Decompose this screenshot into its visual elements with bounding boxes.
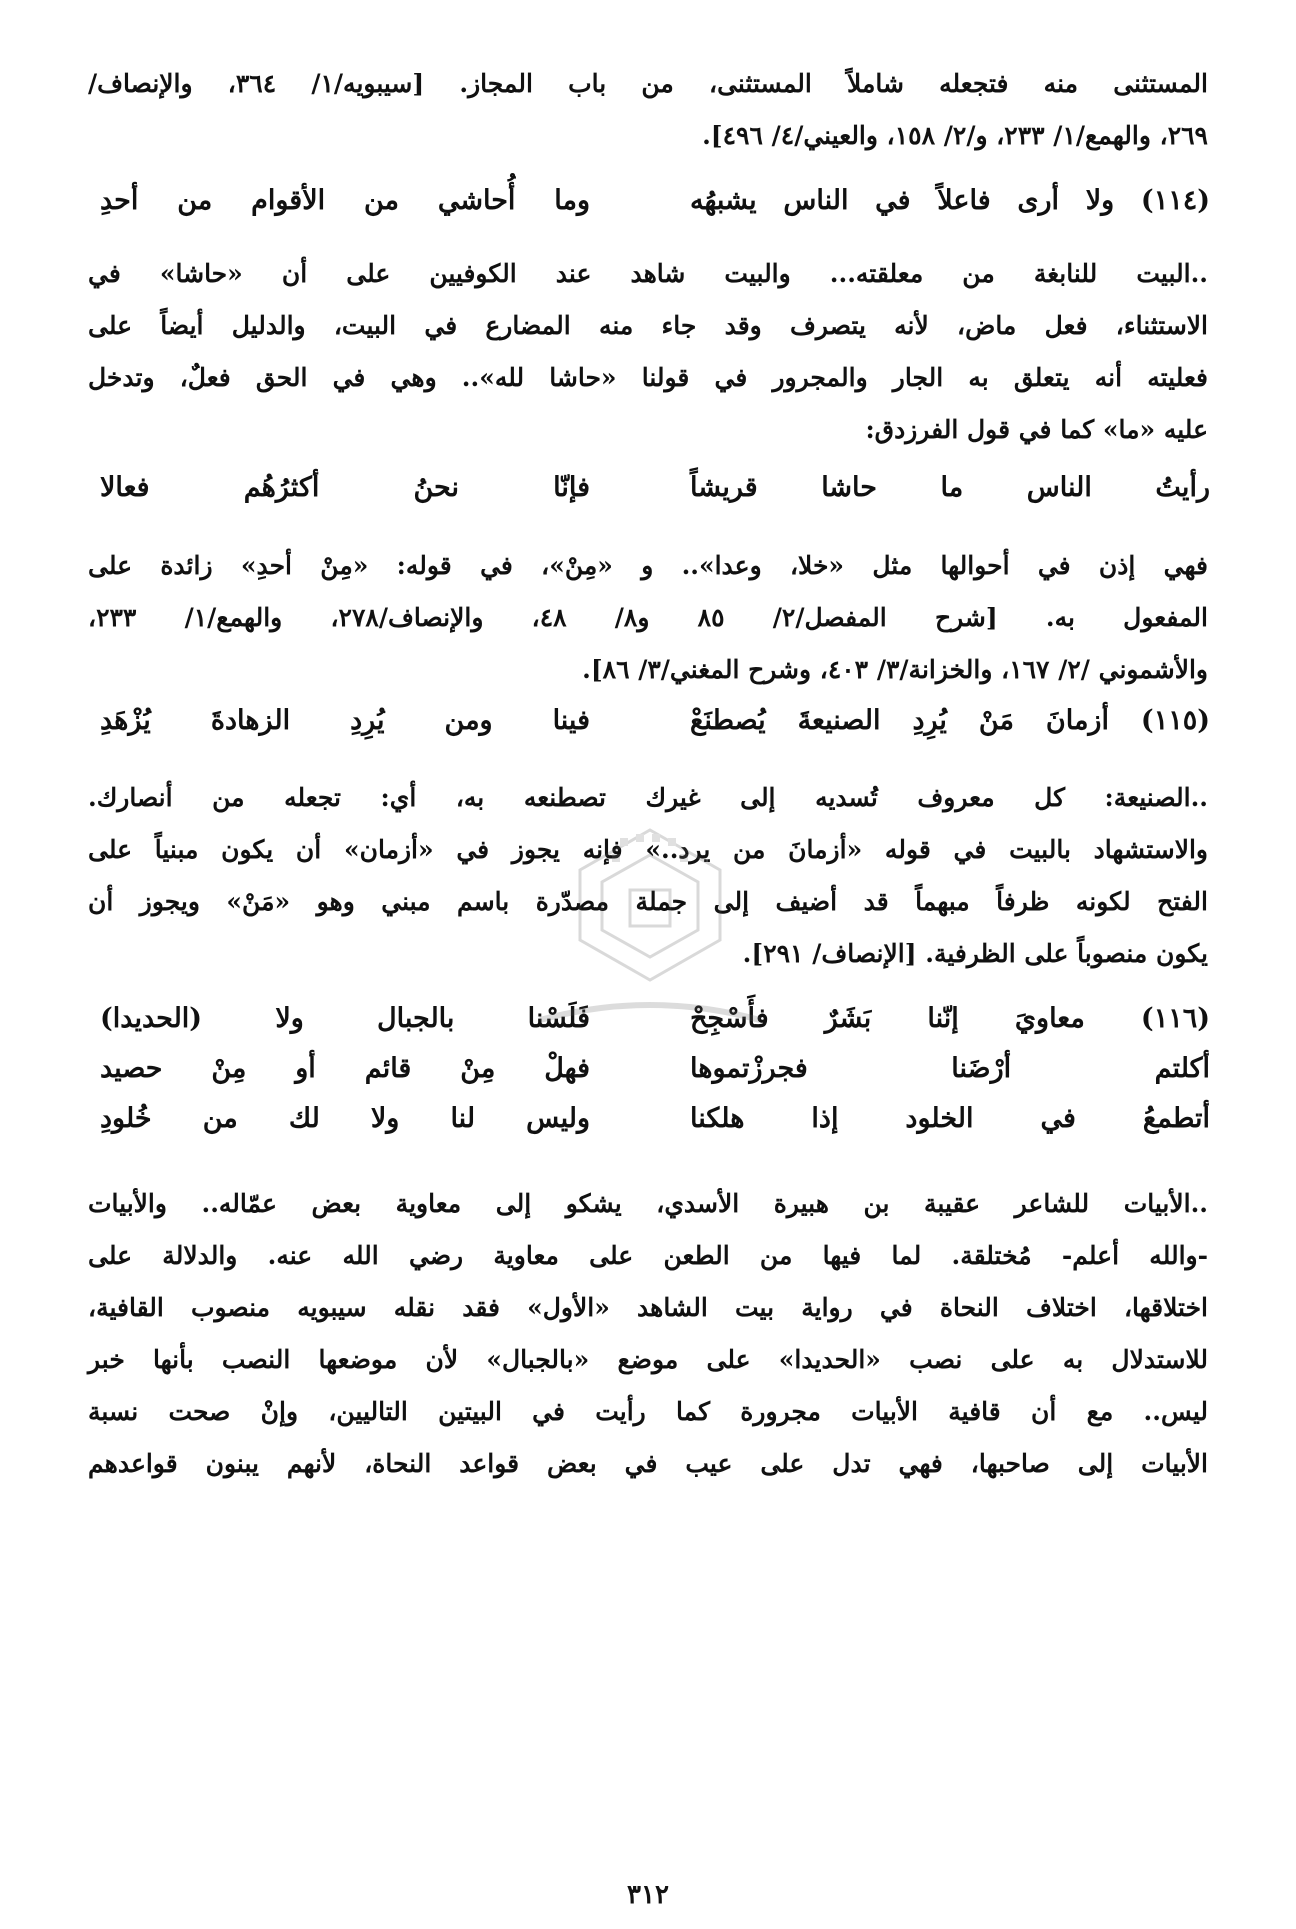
text-line: عليه «ما» كما في قول الفرزدق: (865, 415, 1208, 444)
text-line: ..الصنيعة: كل معروف تُسديه إلى غيرك تصطنعه به، أي: تجعله من أنصارك. (88, 783, 1208, 812)
text-line: المستثنى منه فتجعله شاملاً المستثنى، من باب المجاز. [سيبويه/١/ ٣٦٤، والإنصاف/ (88, 69, 1208, 98)
verse-first-hemistich: رأيتُ الناس ما حاشا قريشاً (690, 472, 1210, 503)
verse-first-hemistich: (١١٤) ولا أرى فاعلاً في الناس يشبهُه (690, 185, 1210, 216)
paragraph-commentary-116 (88, 1178, 1208, 1490)
verse-114 (100, 185, 1210, 233)
verse-first-hemistich: (١١٦) معاويَ إنّنا بَشَرٌ فأَسْجِحْ (690, 1003, 1210, 1034)
text-line: والأشموني /٢/ ١٦٧، والخزانة/٣/ ٤٠٣، وشرح المغني/٣/ ٨٦]. (582, 655, 1208, 684)
text-line: فعليته أنه يتعلق به الجار والمجرور في قولنا «حاشا لله».. وهي في الحق فعلٌ، وتدخل (88, 363, 1208, 392)
text-line: الفتح لكونه ظرفاً مبهماً قد أضيف إلى جملة مصدّرة باسم مبني وهو «مَنْ» ويجوز أن (88, 887, 1208, 916)
verse-second-hemistich: فَلَسْنا بالجبال ولا (الحديدا) (100, 1003, 590, 1034)
text-line: ..البيت للنابغة من معلقته... والبيت شاهد عند الكوفيين على أن «حاشا» في (88, 259, 1208, 288)
verse-second-hemistich: فينا ومن يُرِدِ الزهادةَ يُزْهَدِ (100, 705, 590, 736)
verse-116-line-3 (100, 1103, 1210, 1151)
verse-115 (100, 705, 1210, 753)
verse-second-hemistich: فإنّا نحنُ أكثرُهُم فعالا (100, 472, 590, 503)
text-line: -والله أعلم- مُختلقة. لما فيها من الطعن على معاوية رضي الله عنه. والدلالة على (88, 1241, 1208, 1270)
text-line: ..الأبيات للشاعر عقيبة بن هبيرة الأسدي، يشكو إلى معاوية بعض عمّاله.. والأبيات (88, 1189, 1208, 1218)
text-line: الأبيات إلى صاحبها، فهي تدل على عيب في بعض قواعد النحاة، لأنهم يبنون قواعدهم (88, 1449, 1208, 1478)
paragraph-commentary-114 (88, 248, 1208, 456)
verse-second-hemistich: وما أُحاشي من الأقوام من أحدِ (100, 185, 590, 216)
text-line: للاستدلال به على نصب «الحديدا» على موضع «بالجبال» لأن موضعها النصب بأنها خبر (88, 1345, 1208, 1374)
verse-second-hemistich: فهلْ مِنْ قائم أو مِنْ حصيد (100, 1053, 590, 1084)
text-line: يكون منصوباً على الظرفية. [الإنصاف/ ٢٩١]. (742, 939, 1208, 968)
text-line: الاستثناء، فعل ماض، لأنه يتصرف وقد جاء منه المضارع في البيت، والدليل أيضاً على (88, 311, 1208, 340)
verse-farazdaq (100, 472, 1210, 520)
text-line: المفعول به. [شرح المفصل/٢/ ٨٥ و٨/ ٤٨، والإنصاف/٢٧٨، والهمع/١/ ٢٣٣، (88, 603, 1208, 632)
paragraph-commentary-114b (88, 540, 1208, 696)
text-line: فهي إذن في أحوالها مثل «خلا، وعدا».. و «مِنْ»، في قوله: «مِنْ أحدِ» زائدة على (88, 551, 1208, 580)
page-number: ٣١٢ (627, 1880, 669, 1910)
verse-first-hemistich: (١١٥) أزمانَ مَنْ يُرِدِ الصنيعةَ يُصطنَعْ (690, 705, 1210, 736)
verse-first-hemistich: أتطمعُ في الخلود إذا هلكنا (690, 1103, 1210, 1134)
text-line: اختلاقها، اختلاف النحاة في رواية بيت الشاهد «الأول» فقد نقله سيبويه منصوب القافية، (88, 1293, 1208, 1322)
verse-second-hemistich: وليس لنا ولا لك من خُلودِ (100, 1103, 590, 1134)
text-line: ٢٦٩، والهمع/١/ ٢٣٣، و/٢/ ١٥٨، والعيني/٤/ ٤٩٦]. (702, 121, 1208, 150)
verse-116-line-2 (100, 1053, 1210, 1101)
text-line: والاستشهاد بالبيت في قوله «أزمانَ من يرد..» فإنه يجوز في «أزمان» أن يكون مبنياً على (88, 835, 1208, 864)
library-seal-watermark (520, 820, 780, 1050)
verse-first-hemistich: أكلتم أرْضَنا فجرزْتموها (690, 1053, 1210, 1084)
text-line: ليس.. مع أن قافية الأبيات مجرورة كما رأيت في البيتين التاليين، وإنْ صحت نسبة (88, 1397, 1208, 1426)
paragraph-references-1 (88, 58, 1208, 162)
